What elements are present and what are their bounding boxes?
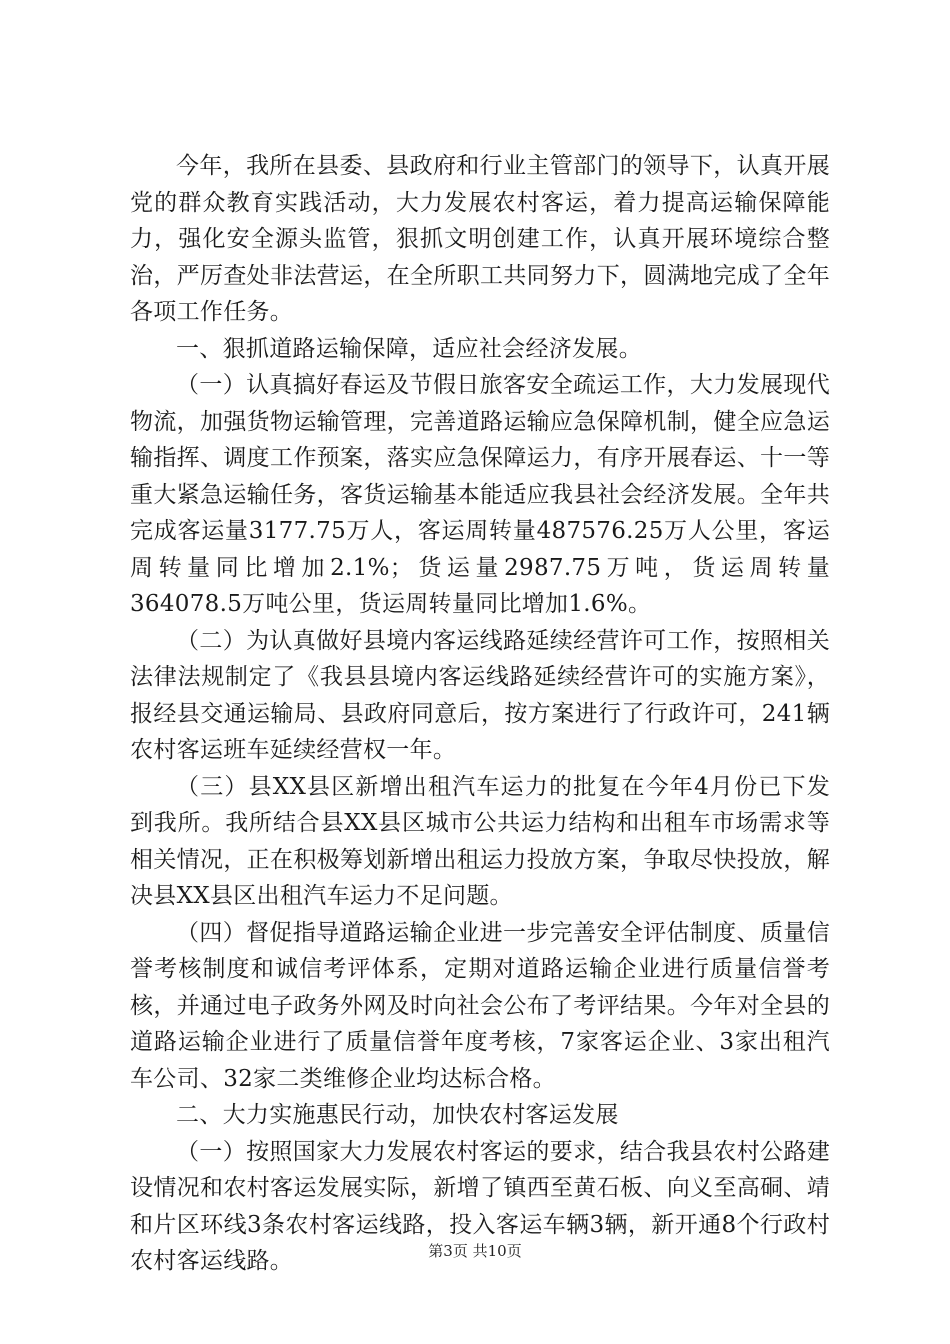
paragraph-1-3: （三）县XX县区新增出租汽车运力的批复在今年4月份已下发到我所。我所结合县XX县区城市公共运力结构和出租车市场需求等相关情况，正在积极筹划新增出租运力投放方案，争取尽快投放，解决县XX县区出租汽车运力不足问题。 xyxy=(130,773,830,909)
paragraph-1-4: （四）督促指导道路运输企业进一步完善安全评估制度、质量信誉考核制度和诚信考评体系，定期对道路运输企业进行质量信誉考核，并通过电子政务外网及时向社会公布了考评结果。今年对全县的道路运输企业进行了质量信誉年度考核，7家客运企业、3家出租汽车公司、32家二类维修企业均达标合格。 xyxy=(130,919,830,1092)
paragraph-1-2: （二）为认真做好县境内客运线路延续经营许可工作，按照相关法律法规制定了《我县县境内客运线路延续经营许可的实施方案》，报经县交通运输局、县政府同意后，按方案进行了行政许可，241辆农村客运班车延续经营权一年。 xyxy=(130,627,830,763)
page-footer: 第3页 共10页 xyxy=(428,1242,522,1260)
paragraph-2-1: （一）按照国家大力发展农村客运的要求，结合我县农村公路建设情况和农村客运发展实际，新增了镇西至黄石板、向义至高硐、靖和片区环线3条农村客运线路，投入客运车辆3辆，新开通8个行政村农村客运线路。 xyxy=(130,1138,830,1274)
document-body xyxy=(130,148,830,1280)
paragraph-1-1: （一）认真搞好春运及节假日旅客安全疏运工作，大力发展现代物流，加强货物运输管理，完善道路运输应急保障机制，健全应急运输指挥、调度工作预案，落实应急保障运力，有序开展春运、十一等重大紧急运输任务，客货运输基本能适应我县社会经济发展。全年共完成客运量3177.75万人，客运周转量487576.25万人公里，客运周转量同比增加2.1%；货运量2987.75万吨，货运周转量364078.5万吨公里，货运周转量同比增加1.6%。 xyxy=(130,372,830,617)
paragraph-intro: 今年，我所在县委、县政府和行业主管部门的领导下，认真开展党的群众教育实践活动，大力发展农村客运，着力提高运输保障能力，强化安全源头监管，狠抓文明创建工作，认真开展环境综合整治，严厉查处非法营运，在全所职工共同努力下，圆满地完成了全年各项工作任务。 xyxy=(130,153,830,325)
section-heading-1: 一、狠抓道路运输保障，适应社会经济发展。 xyxy=(176,335,642,362)
section-heading-2: 二、大力实施惠民行动，加快农村客运发展 xyxy=(176,1102,619,1128)
